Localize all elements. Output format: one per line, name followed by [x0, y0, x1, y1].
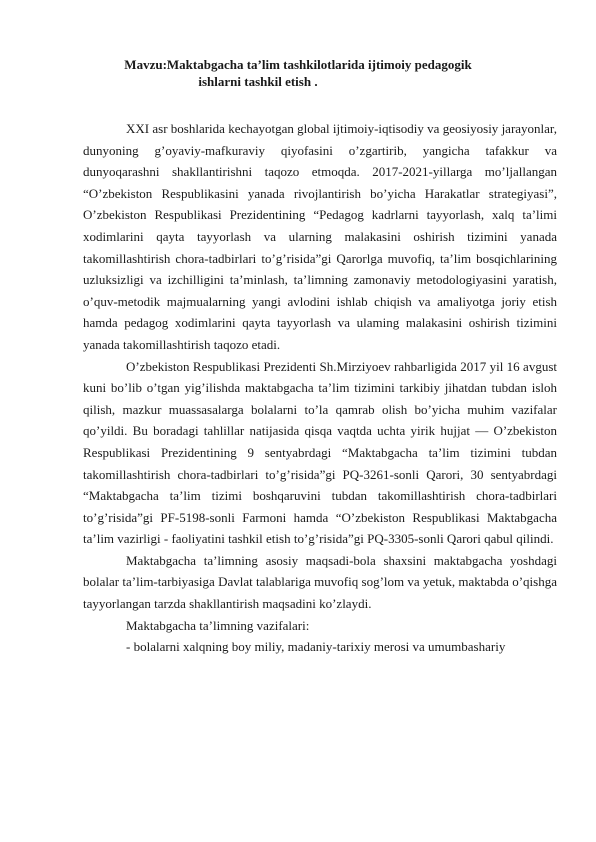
document-title — [60, 56, 536, 90]
paragraph: Maktabgacha ta’limning vazifalari: — [126, 617, 310, 633]
document-body — [83, 118, 557, 658]
title-line-2: ishlarni tashkil etish . — [198, 74, 318, 89]
paragraph: XXI asr boshlarida kechayotgan global ijtimoiy-iqtisodiy va geosiyosiy jarayonlar, dunyoning g’oyaviy-mafkuraviy qiyofasini o’zgartirib, yangicha tafakkur va dunyoqarashni shakllantirishni taqozo etmoqda. 2017-2021-yillarga mo’ljallangan “O’zbekiston Respublikasini yanada rivojlantirish bo’yicha Harakatlar strategiyasi”, O’zbekiston Respublikasi Prezidentining “Pedagog kadrlarni tayyorlash, xalq ta’limi xodimlarini qayta tayyorlash va ularning malakasini oshirish tizimini yanada takomillashtirish chora-tadbirlari to’g’risida”gi Qarorlga muvofiq, ta’lim bosqichlarining uzluksizligi va izchilligini ta’minlash, ta’limning zamonaviy metodologiyasini yaratish, o’quv-metodik majmualarning yangi avlodini ishlab chiqish va amaliyotga joriy etish hamda pedagog xodimlarini qayta tayyorlash va ulaming malakasini oshirish tizimini yanada takomillashtirish taqozo etadi. — [83, 121, 557, 352]
paragraph: - bolalarni xalqning boy miliy, madaniy-tarixiy merosi va umumbashariy — [126, 639, 506, 655]
paragraph: Maktabgacha ta’limning asosiy maqsadi-bola shaxsini maktabgacha yoshdagi bolalar ta’lim-tarbiyasiga Davlat talablariga muvofiq sog’lom va yetuk, maktabda o’qishga tayyorlangan tarzda shakllantirish maqsadini ko’zlaydi. — [83, 552, 557, 612]
title-line-1: Mavzu:Maktabgacha ta’lim tashkilotlarida ijtimoiy pedagogik — [124, 57, 472, 72]
paragraph: O’zbekiston Respublikasi Prezidenti Sh.Mirziyoev rahbarligida 2017 yil 16 avgust kuni bo’lib o’tgan yig’ilishda maktabgacha ta’lim tizimini tarkibiy jihatdan tubdan isloh qilish, mazkur muassasalarga bolalarni to’la qamrab olish bo’yicha muhim vazifalar qo’yildi. Bu boradagi tahlillar natijasida qisqa vaqtda uchta yirik hujjat — O’zbekiston Respublikasi Prezidentining 9 sentyabrdagi “Maktabgacha ta’lim tizimini tubdan takomillashtirish chora-tadbirlari to’g’risida”gi PQ-3261-sonli Qarori, 30 sentyabrdagi “Maktabgacha ta’lim tizimi boshqaruvini tubdan takomillashtirish chora-tadbirlari to’g’risida”gi PF-5198-sonli Farmoni hamda “O’zbekiston Respublikasi Maktabgacha ta’lim vazirligi - faoliyatini tashkil etish to’g’risida”gi PQ-3305-sonli Qarori qabul qilindi. — [83, 358, 557, 547]
